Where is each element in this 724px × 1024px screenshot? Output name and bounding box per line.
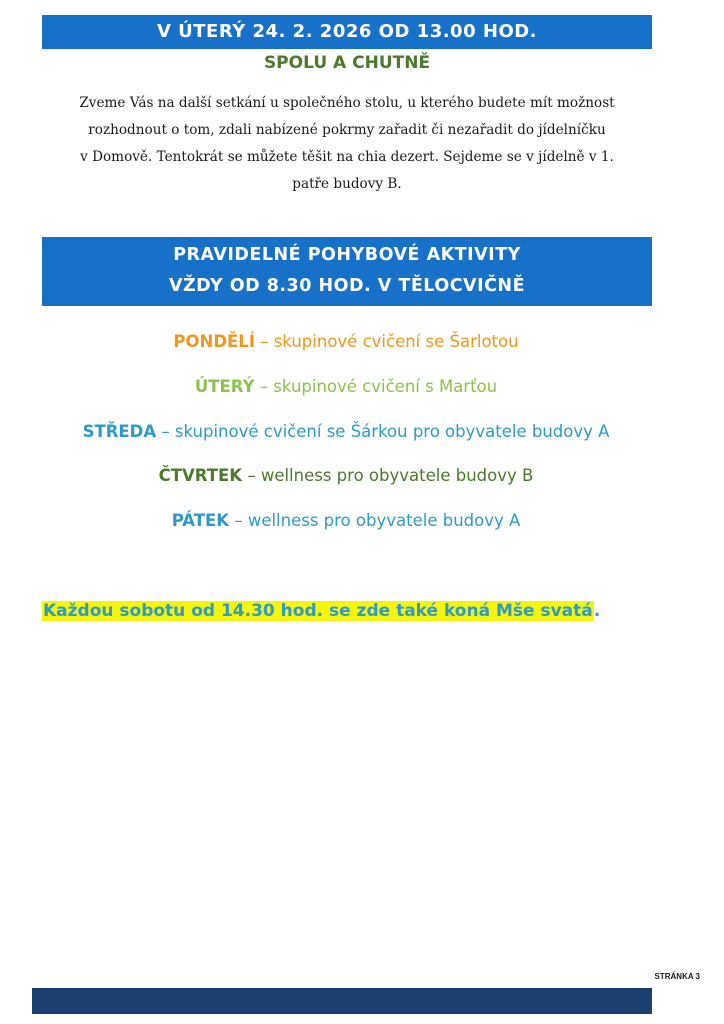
- activity-text: – skupinové cvičení s Marťou: [254, 377, 498, 396]
- footer-bar: [32, 988, 652, 1014]
- event-date-text: V ÚTERÝ 24. 2. 2026 OD 13.00 HOD.: [156, 21, 538, 42]
- activity-friday: [0, 511, 692, 530]
- activities-banner-line2: VŽDY OD 8.30 HOD. V TĚLOCVIČNĚ: [168, 276, 526, 296]
- event-date-banner: [42, 15, 652, 49]
- activity-day: STŘEDA: [82, 422, 157, 441]
- activity-text: – wellness pro obyvatele budovy A: [229, 511, 521, 530]
- activity-day: PÁTEK: [171, 511, 230, 530]
- activity-tuesday: [0, 377, 692, 396]
- activity-thursday: [0, 466, 692, 485]
- activity-text: – wellness pro obyvatele budovy B: [242, 466, 534, 485]
- event-description-line: rozhodnout o tom, zdali nabízené pokrmy zařadit či nezařadit do jídelníčku: [88, 122, 606, 138]
- mass-notice-highlight: Každou sobotu od 14.30 hod. se zde také koná Mše svatá: [43, 601, 593, 621]
- page-number: STRÁNKA 3: [654, 972, 700, 981]
- event-description: [42, 90, 652, 198]
- activity-day: ÚTERÝ: [194, 377, 255, 396]
- activity-text: – skupinové cvičení se Šárkou pro obyvatele budovy A: [156, 422, 610, 441]
- event-description-line: patře budovy B.: [292, 176, 402, 192]
- activity-day: PONDĚLÍ: [173, 332, 255, 351]
- activity-monday: [0, 332, 692, 351]
- activity-day: ČTVRTEK: [158, 466, 243, 485]
- event-description-line: Zveme Vás na další setkání u společného stolu, u kterého budete mít možnost: [79, 95, 615, 111]
- activity-wednesday: [0, 422, 692, 441]
- activity-text: – skupinové cvičení se Šarlotou: [254, 332, 519, 351]
- event-title: SPOLU A CHUTNĚ: [263, 53, 431, 73]
- activities-banner-line1: PRAVIDELNÉ POHYBOVÉ AKTIVITY: [173, 245, 521, 265]
- event-description-line: v Domově. Tentokrát se můžete těšit na chia dezert. Sejdeme se v jídelně v 1.: [80, 149, 614, 165]
- mass-notice: [42, 598, 600, 624]
- activities-banner: [42, 237, 652, 306]
- mass-notice-end: .: [593, 601, 601, 621]
